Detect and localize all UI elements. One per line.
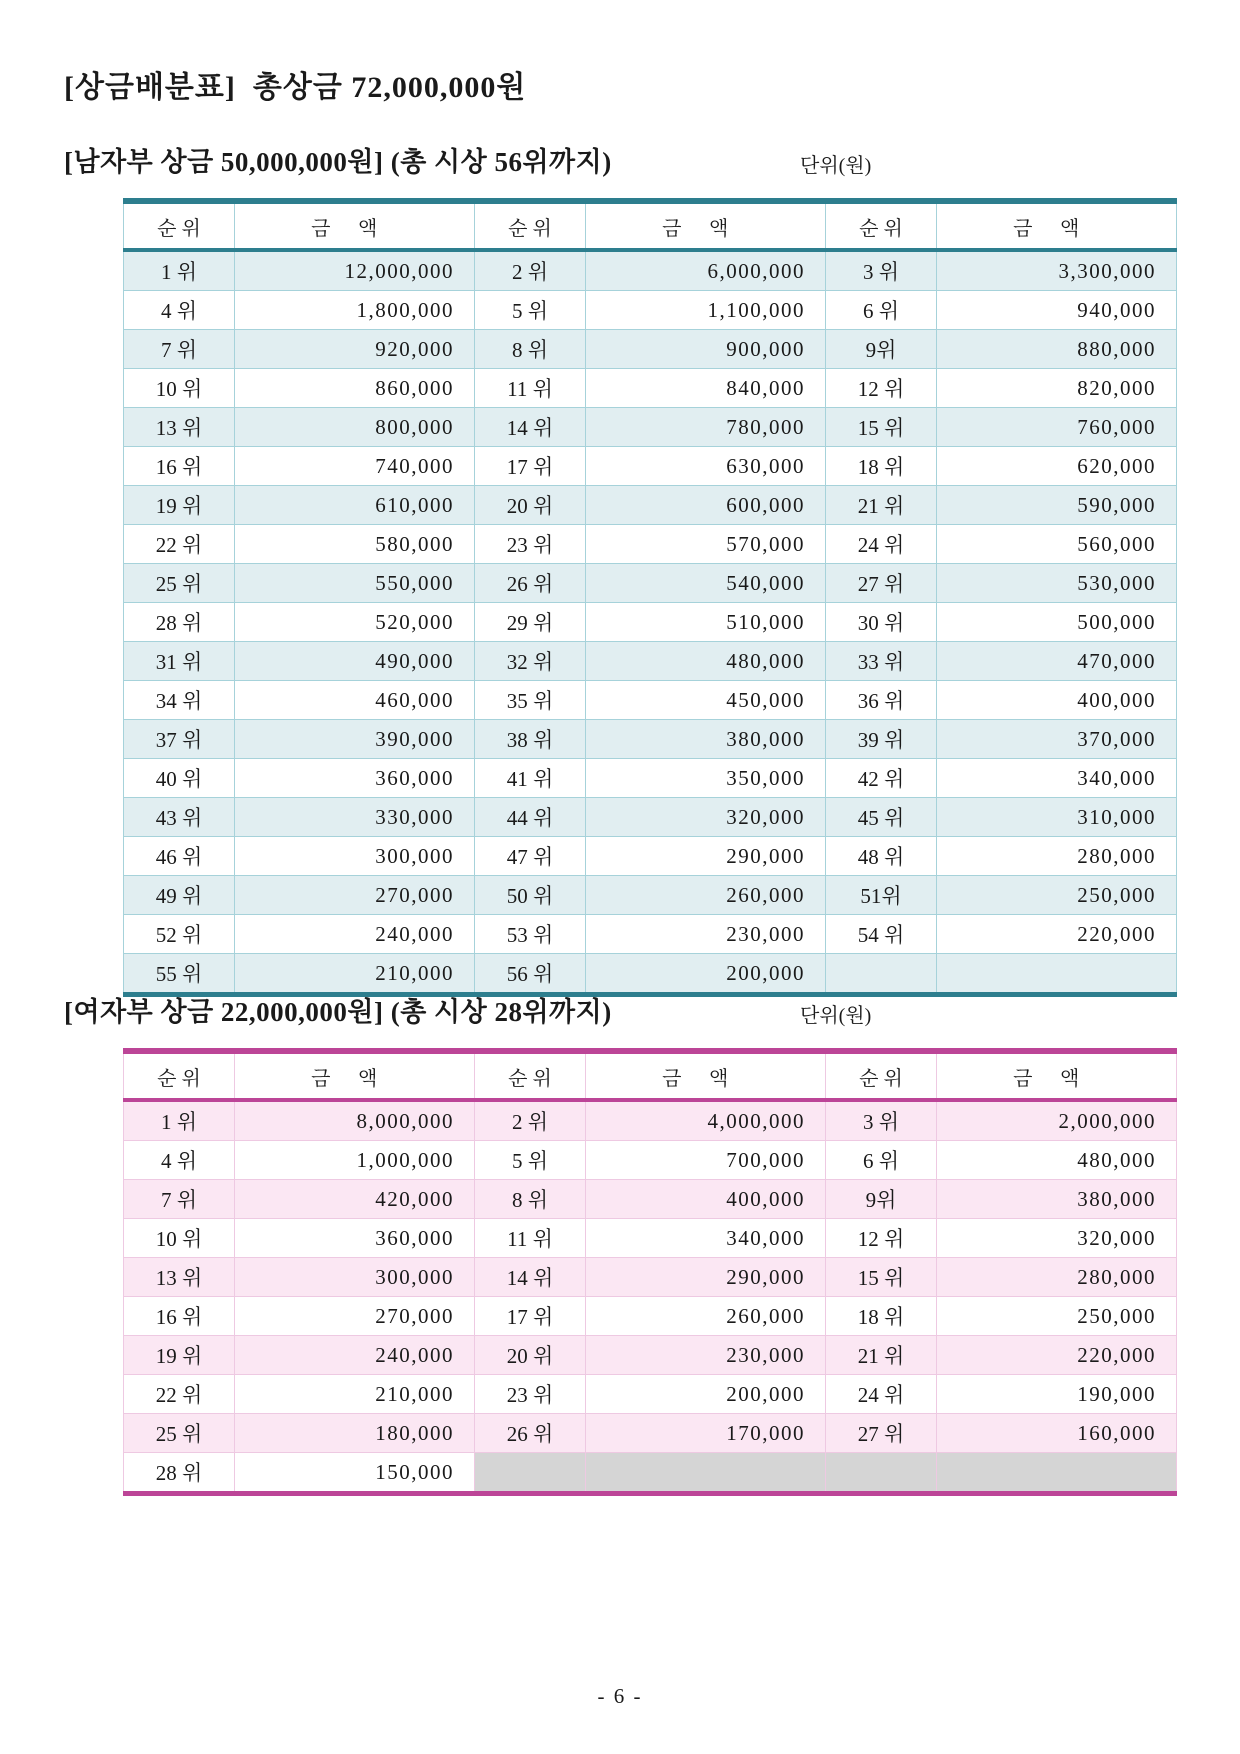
amount-cell: 250,000	[937, 876, 1177, 915]
rank-cell: 27 위	[826, 1414, 937, 1453]
amount-cell: 460,000	[235, 681, 475, 720]
amount-cell: 920,000	[235, 330, 475, 369]
amount-cell	[937, 954, 1177, 995]
amount-cell: 280,000	[937, 837, 1177, 876]
rank-cell	[475, 1453, 586, 1494]
rank-cell: 28 위	[124, 603, 235, 642]
table-row	[124, 759, 1177, 798]
rank-cell: 43 위	[124, 798, 235, 837]
women-prize-section	[0, 990, 1240, 1496]
amount-cell: 560,000	[937, 525, 1177, 564]
men-prize-table	[123, 198, 1177, 997]
rank-cell: 30 위	[826, 603, 937, 642]
rank-cell: 46 위	[124, 837, 235, 876]
rank-cell: 49 위	[124, 876, 235, 915]
amount-header: 금 액	[937, 1051, 1177, 1100]
amount-cell: 220,000	[937, 915, 1177, 954]
table-row	[124, 876, 1177, 915]
table-row	[124, 642, 1177, 681]
rank-cell: 23 위	[475, 1375, 586, 1414]
header-row	[124, 1051, 1177, 1100]
amount-header: 금 액	[235, 1051, 475, 1100]
table-row	[124, 1453, 1177, 1494]
women-unit-label: 단위(원)	[800, 1005, 872, 1027]
rank-cell: 14 위	[475, 1258, 586, 1297]
rank-cell: 36 위	[826, 681, 937, 720]
rank-cell: 18 위	[826, 1297, 937, 1336]
table-row	[124, 564, 1177, 603]
amount-cell: 340,000	[586, 1219, 826, 1258]
rank-cell: 9위	[826, 330, 937, 369]
amount-cell: 550,000	[235, 564, 475, 603]
rank-header: 순 위	[826, 1051, 937, 1100]
amount-cell: 160,000	[937, 1414, 1177, 1453]
amount-cell: 240,000	[235, 1336, 475, 1375]
rank-cell: 26 위	[475, 564, 586, 603]
rank-cell	[826, 954, 937, 995]
amount-cell: 4,000,000	[586, 1100, 826, 1141]
rank-header: 순 위	[475, 1051, 586, 1100]
amount-cell: 860,000	[235, 369, 475, 408]
rank-cell: 7 위	[124, 330, 235, 369]
rank-cell: 24 위	[826, 1375, 937, 1414]
amount-cell: 400,000	[937, 681, 1177, 720]
amount-cell: 170,000	[586, 1414, 826, 1453]
table-row	[124, 954, 1177, 995]
amount-header: 금 액	[586, 1051, 826, 1100]
amount-header: 금 액	[235, 201, 475, 250]
table-row	[124, 250, 1177, 291]
rank-cell: 17 위	[475, 1297, 586, 1336]
amount-cell: 370,000	[937, 720, 1177, 759]
rank-cell: 34 위	[124, 681, 235, 720]
amount-cell: 760,000	[937, 408, 1177, 447]
amount-cell: 190,000	[937, 1375, 1177, 1414]
amount-cell: 220,000	[937, 1336, 1177, 1375]
amount-cell: 590,000	[937, 486, 1177, 525]
rank-cell: 16 위	[124, 447, 235, 486]
rank-cell: 39 위	[826, 720, 937, 759]
page-title: [상금배분표] 총상금 72,000,000원	[64, 71, 527, 104]
amount-cell: 900,000	[586, 330, 826, 369]
rank-cell: 27 위	[826, 564, 937, 603]
amount-cell: 360,000	[235, 1219, 475, 1258]
table-row	[124, 1336, 1177, 1375]
rank-cell: 13 위	[124, 408, 235, 447]
rank-cell: 25 위	[124, 564, 235, 603]
table-row	[124, 798, 1177, 837]
table-row	[124, 1414, 1177, 1453]
table-row	[124, 837, 1177, 876]
amount-cell: 6,000,000	[586, 250, 826, 291]
rank-cell: 32 위	[475, 642, 586, 681]
table-row	[124, 1180, 1177, 1219]
rank-cell: 8 위	[475, 1180, 586, 1219]
rank-cell: 2 위	[475, 250, 586, 291]
rank-cell: 19 위	[124, 486, 235, 525]
rank-cell: 11 위	[475, 369, 586, 408]
amount-cell: 540,000	[586, 564, 826, 603]
amount-cell: 290,000	[586, 1258, 826, 1297]
rank-cell: 41 위	[475, 759, 586, 798]
rank-cell: 17 위	[475, 447, 586, 486]
table-row	[124, 1297, 1177, 1336]
amount-cell: 700,000	[586, 1141, 826, 1180]
rank-cell: 26 위	[475, 1414, 586, 1453]
rank-cell: 15 위	[826, 408, 937, 447]
amount-cell: 230,000	[586, 1336, 826, 1375]
amount-cell	[937, 1453, 1177, 1494]
rank-cell: 4 위	[124, 291, 235, 330]
amount-cell: 260,000	[586, 876, 826, 915]
rank-cell: 28 위	[124, 1453, 235, 1494]
amount-cell: 310,000	[937, 798, 1177, 837]
rank-cell: 21 위	[826, 486, 937, 525]
rank-cell: 8 위	[475, 330, 586, 369]
rank-cell: 12 위	[826, 369, 937, 408]
rank-cell: 6 위	[826, 291, 937, 330]
rank-cell: 20 위	[475, 1336, 586, 1375]
amount-cell: 530,000	[937, 564, 1177, 603]
rank-cell: 16 위	[124, 1297, 235, 1336]
amount-cell	[586, 1453, 826, 1494]
amount-cell: 610,000	[235, 486, 475, 525]
amount-cell: 340,000	[937, 759, 1177, 798]
rank-cell: 11 위	[475, 1219, 586, 1258]
table-row	[124, 720, 1177, 759]
amount-cell: 230,000	[586, 915, 826, 954]
amount-cell: 580,000	[235, 525, 475, 564]
rank-cell: 40 위	[124, 759, 235, 798]
amount-cell: 420,000	[235, 1180, 475, 1219]
women-prize-table	[123, 1048, 1177, 1496]
amount-cell: 620,000	[937, 447, 1177, 486]
amount-cell: 300,000	[235, 1258, 475, 1297]
table-row	[124, 408, 1177, 447]
rank-cell: 42 위	[826, 759, 937, 798]
rank-cell: 1 위	[124, 1100, 235, 1141]
rank-cell: 13 위	[124, 1258, 235, 1297]
amount-cell: 330,000	[235, 798, 475, 837]
rank-cell: 45 위	[826, 798, 937, 837]
table-row	[124, 681, 1177, 720]
rank-cell: 4 위	[124, 1141, 235, 1180]
amount-cell: 320,000	[937, 1219, 1177, 1258]
rank-cell: 19 위	[124, 1336, 235, 1375]
rank-cell: 14 위	[475, 408, 586, 447]
table-row	[124, 291, 1177, 330]
table-row	[124, 1100, 1177, 1141]
amount-cell: 180,000	[235, 1414, 475, 1453]
rank-header: 순 위	[124, 1051, 235, 1100]
rank-cell: 48 위	[826, 837, 937, 876]
amount-header: 금 액	[586, 201, 826, 250]
table-row	[124, 486, 1177, 525]
amount-cell: 240,000	[235, 915, 475, 954]
amount-cell: 210,000	[235, 1375, 475, 1414]
table-row	[124, 1219, 1177, 1258]
rank-header: 순 위	[826, 201, 937, 250]
amount-cell: 380,000	[937, 1180, 1177, 1219]
amount-cell: 1,000,000	[235, 1141, 475, 1180]
rank-cell: 25 위	[124, 1414, 235, 1453]
amount-cell: 280,000	[937, 1258, 1177, 1297]
table-row	[124, 1141, 1177, 1180]
amount-cell: 300,000	[235, 837, 475, 876]
rank-cell: 24 위	[826, 525, 937, 564]
amount-cell: 150,000	[235, 1453, 475, 1494]
amount-cell: 1,800,000	[235, 291, 475, 330]
rank-cell: 33 위	[826, 642, 937, 681]
rank-cell: 10 위	[124, 369, 235, 408]
amount-cell: 1,100,000	[586, 291, 826, 330]
amount-cell: 360,000	[235, 759, 475, 798]
amount-cell: 2,000,000	[937, 1100, 1177, 1141]
rank-cell: 12 위	[826, 1219, 937, 1258]
rank-cell: 18 위	[826, 447, 937, 486]
women-section-header	[64, 990, 1240, 1048]
men-unit-label: 단위(원)	[800, 155, 872, 177]
amount-cell: 380,000	[586, 720, 826, 759]
rank-cell: 22 위	[124, 1375, 235, 1414]
amount-cell: 250,000	[937, 1297, 1177, 1336]
table-row	[124, 447, 1177, 486]
page-number: - 6 -	[597, 1684, 643, 1708]
table-row	[124, 603, 1177, 642]
amount-cell: 260,000	[586, 1297, 826, 1336]
amount-cell: 840,000	[586, 369, 826, 408]
amount-cell: 210,000	[235, 954, 475, 995]
rank-cell: 3 위	[826, 1100, 937, 1141]
rank-cell: 53 위	[475, 915, 586, 954]
rank-header: 순 위	[475, 201, 586, 250]
amount-cell: 200,000	[586, 1375, 826, 1414]
rank-cell: 9위	[826, 1180, 937, 1219]
rank-cell: 10 위	[124, 1219, 235, 1258]
rank-header: 순 위	[124, 201, 235, 250]
amount-header: 금 액	[937, 201, 1177, 250]
amount-cell: 290,000	[586, 837, 826, 876]
rank-cell: 47 위	[475, 837, 586, 876]
table-row	[124, 330, 1177, 369]
amount-cell: 400,000	[586, 1180, 826, 1219]
rank-cell: 55 위	[124, 954, 235, 995]
amount-cell: 470,000	[937, 642, 1177, 681]
amount-cell: 3,300,000	[937, 250, 1177, 291]
rank-cell: 5 위	[475, 291, 586, 330]
amount-cell: 480,000	[586, 642, 826, 681]
amount-cell: 200,000	[586, 954, 826, 995]
rank-cell: 44 위	[475, 798, 586, 837]
amount-cell: 270,000	[235, 876, 475, 915]
table-row	[124, 915, 1177, 954]
rank-cell: 15 위	[826, 1258, 937, 1297]
rank-cell: 22 위	[124, 525, 235, 564]
rank-cell: 37 위	[124, 720, 235, 759]
rank-cell: 52 위	[124, 915, 235, 954]
amount-cell: 510,000	[586, 603, 826, 642]
amount-cell: 740,000	[235, 447, 475, 486]
amount-cell: 350,000	[586, 759, 826, 798]
table-row	[124, 525, 1177, 564]
table-row	[124, 369, 1177, 408]
rank-cell: 51위	[826, 876, 937, 915]
amount-cell: 490,000	[235, 642, 475, 681]
amount-cell: 570,000	[586, 525, 826, 564]
amount-cell: 8,000,000	[235, 1100, 475, 1141]
rank-cell: 6 위	[826, 1141, 937, 1180]
amount-cell: 800,000	[235, 408, 475, 447]
amount-cell: 780,000	[586, 408, 826, 447]
amount-cell: 880,000	[937, 330, 1177, 369]
amount-cell: 820,000	[937, 369, 1177, 408]
rank-cell: 2 위	[475, 1100, 586, 1141]
amount-cell: 600,000	[586, 486, 826, 525]
rank-cell: 29 위	[475, 603, 586, 642]
rank-cell: 21 위	[826, 1336, 937, 1375]
rank-cell: 7 위	[124, 1180, 235, 1219]
rank-cell: 1 위	[124, 250, 235, 291]
rank-cell: 23 위	[475, 525, 586, 564]
men-section-header	[64, 140, 1240, 198]
rank-cell	[826, 1453, 937, 1494]
men-section-title: [남자부 상금 50,000,000원] (총 시상 56위까지)	[64, 147, 612, 177]
amount-cell: 390,000	[235, 720, 475, 759]
women-section-title: [여자부 상금 22,000,000원] (총 시상 28위까지)	[64, 997, 612, 1027]
table-row	[124, 1258, 1177, 1297]
amount-cell: 12,000,000	[235, 250, 475, 291]
rank-cell: 20 위	[475, 486, 586, 525]
rank-cell: 38 위	[475, 720, 586, 759]
rank-cell: 35 위	[475, 681, 586, 720]
amount-cell: 270,000	[235, 1297, 475, 1336]
amount-cell: 320,000	[586, 798, 826, 837]
amount-cell: 480,000	[937, 1141, 1177, 1180]
amount-cell: 630,000	[586, 447, 826, 486]
table-row	[124, 1375, 1177, 1414]
rank-cell: 3 위	[826, 250, 937, 291]
amount-cell: 500,000	[937, 603, 1177, 642]
rank-cell: 50 위	[475, 876, 586, 915]
amount-cell: 450,000	[586, 681, 826, 720]
amount-cell: 520,000	[235, 603, 475, 642]
men-prize-section	[0, 140, 1240, 997]
rank-cell: 5 위	[475, 1141, 586, 1180]
rank-cell: 56 위	[475, 954, 586, 995]
rank-cell: 54 위	[826, 915, 937, 954]
amount-cell: 940,000	[937, 291, 1177, 330]
rank-cell: 31 위	[124, 642, 235, 681]
header-row	[124, 201, 1177, 250]
